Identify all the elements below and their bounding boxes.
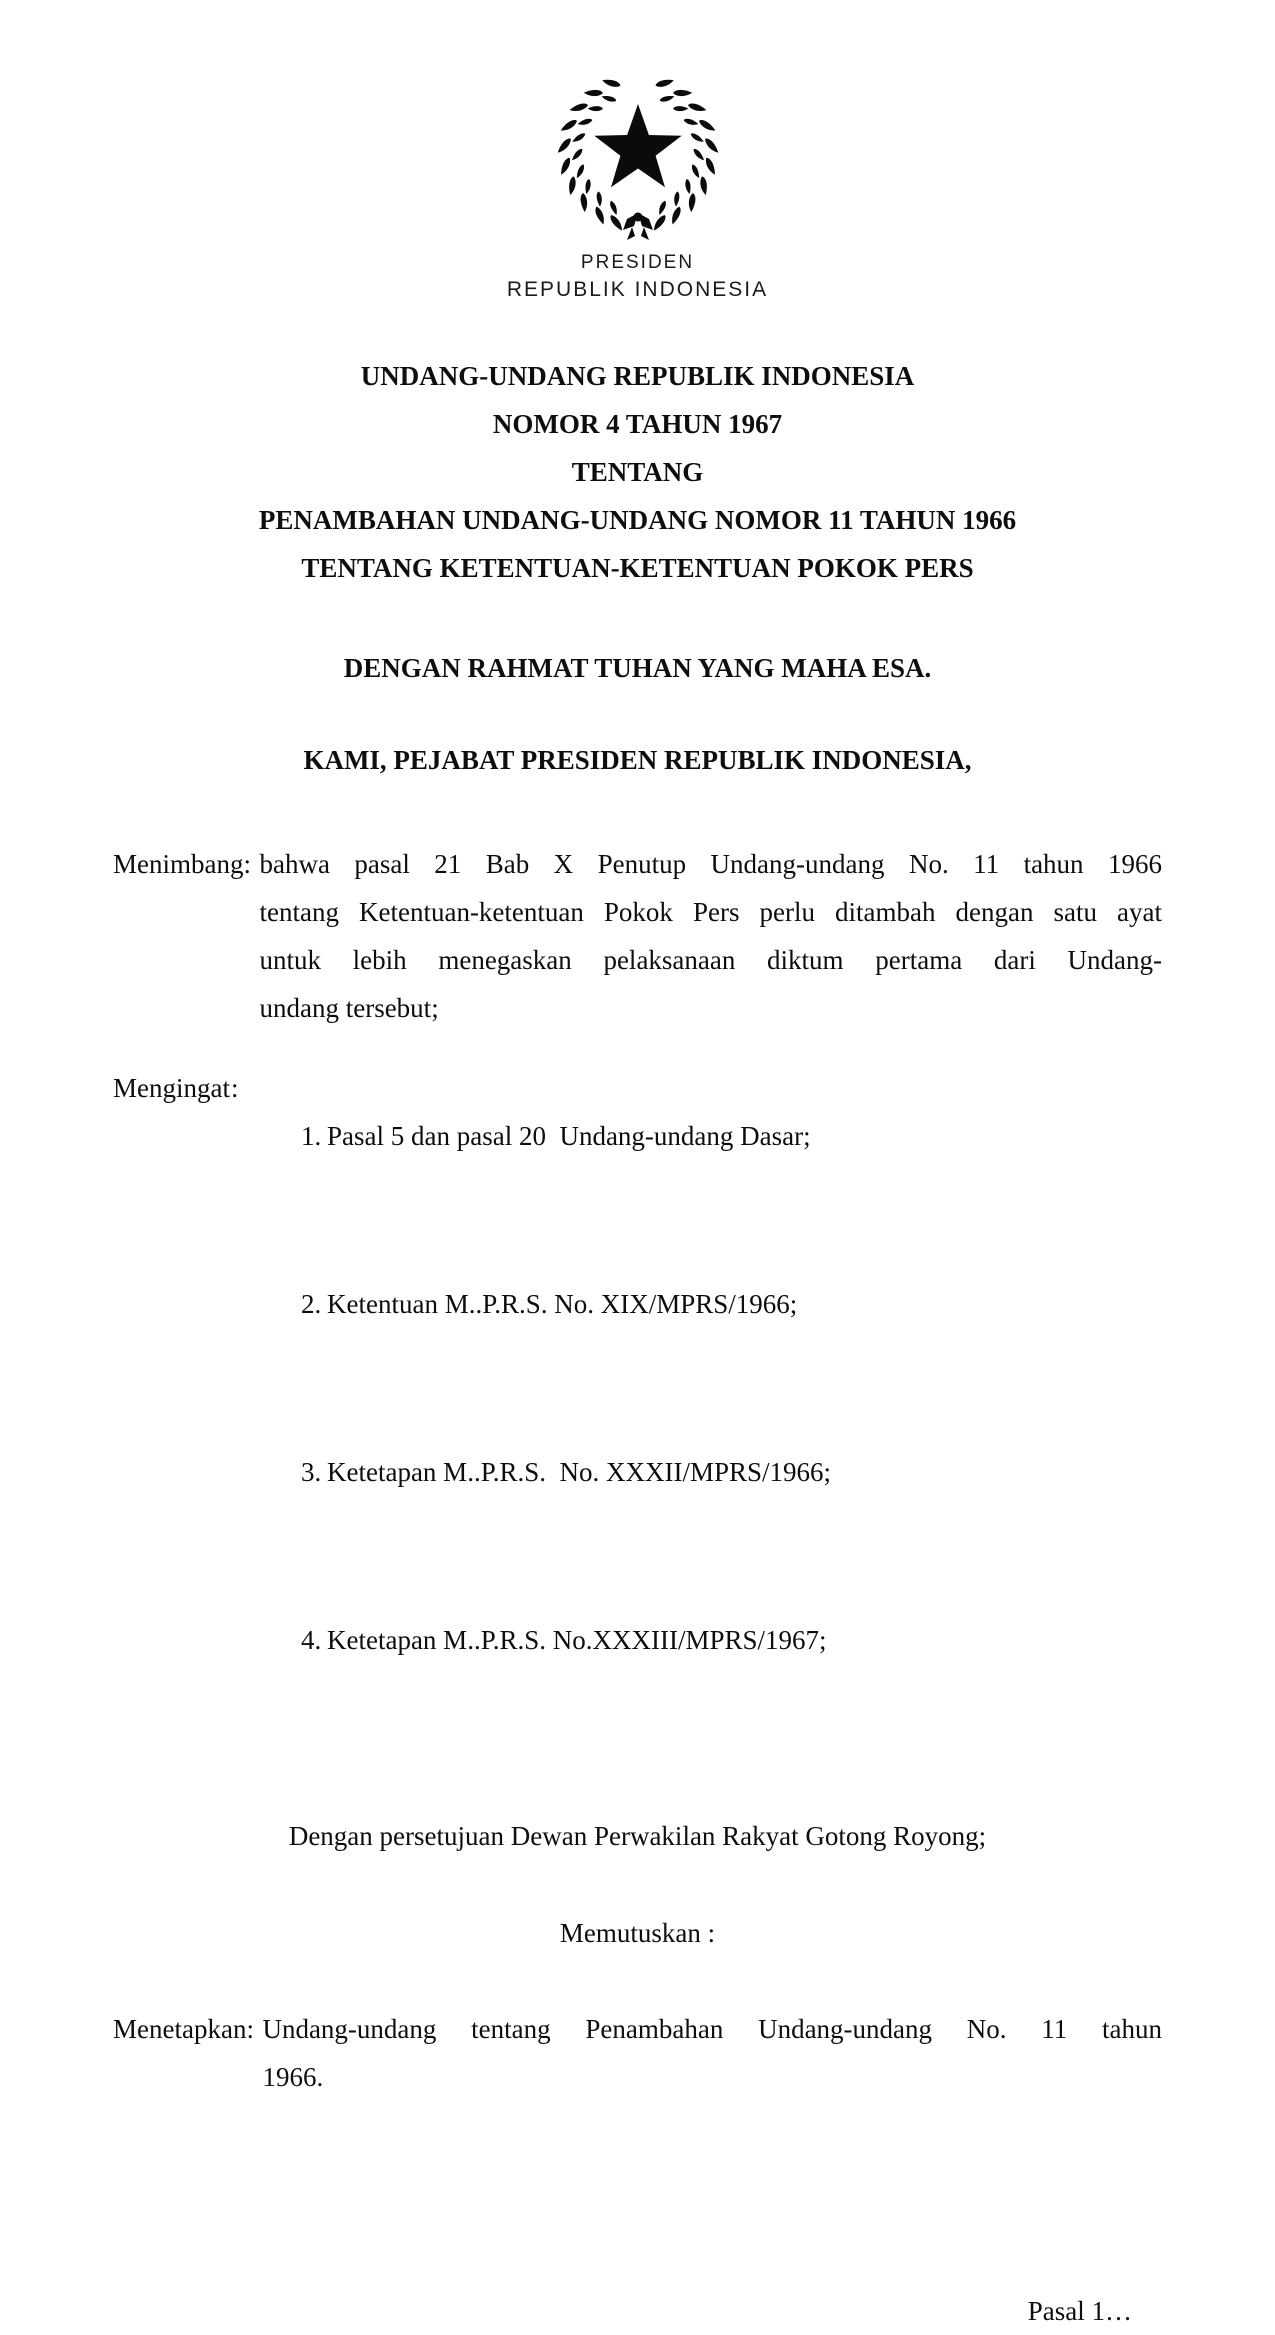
mengingat-colon: :	[231, 1073, 239, 1103]
mengingat-list	[247, 1064, 1162, 1736]
title-line-1: UNDANG-UNDANG REPUBLIK INDONESIA	[360, 361, 915, 391]
menimbang-text-line: undang tersebut;	[259, 993, 439, 1023]
menetapkan-text-line: 1966.	[262, 2062, 324, 2092]
issuer-line: KAMI, PEJABAT PRESIDEN REPUBLIK INDONESIA,	[303, 745, 972, 775]
menetapkan-label: Menetapkan	[113, 2014, 247, 2044]
approval-line: Dengan persetujuan Dewan Perwakilan Rakyat Gotong Royong;	[288, 1821, 987, 1851]
document-page	[113, 64, 1162, 2335]
list-item-number: 2.	[301, 1289, 322, 1319]
list-item	[247, 1400, 1162, 1544]
menetapkan-text	[262, 2005, 1162, 2101]
letterhead-presiden: PRESIDEN	[580, 252, 695, 273]
mengingat-clause	[113, 1064, 1162, 1736]
law-title-block	[113, 352, 1162, 592]
list-item-number: 1.	[301, 1121, 322, 1151]
menetapkan-clause	[113, 2005, 1162, 2101]
list-item-number: 4.	[301, 1625, 322, 1655]
menimbang-text-line: bahwa pasal 21 Bab X Penutup Undang-undang No. 11 tahun 1966	[259, 849, 1162, 879]
list-item	[247, 1064, 1162, 1208]
list-item-text: Ketetapan M..P.R.S. No. XXXII/MPRS/1966;	[327, 1457, 832, 1487]
title-line-5: TENTANG KETENTUAN-KETENTUAN POKOK PERS	[301, 553, 974, 583]
list-item-number: 3.	[301, 1457, 322, 1487]
menimbang-colon: :	[243, 849, 251, 879]
mengingat-label: Mengingat	[113, 1073, 230, 1103]
page-continuation-marker: Pasal 1…	[1027, 2296, 1132, 2326]
title-line-2: NOMOR 4 TAHUN 1967	[492, 409, 783, 439]
menimbang-text-line: untuk lebih menegaskan pelaksanaan diktum pertama dari Undang-	[259, 945, 1162, 975]
list-item-text: Ketentuan M..P.R.S. No. XIX/MPRS/1966;	[327, 1289, 798, 1319]
title-line-3: TENTANG	[571, 457, 704, 487]
list-item	[247, 1232, 1162, 1376]
menimbang-text-line: tentang Ketentuan-ketentuan Pokok Pers perlu ditambah dengan satu ayat	[259, 897, 1162, 927]
invocation-line: DENGAN RAHMAT TUHAN YANG MAHA ESA.	[343, 653, 932, 683]
list-item	[247, 1568, 1162, 1712]
list-item-text: Pasal 5 dan pasal 20 Undang-undang Dasar;	[327, 1121, 811, 1151]
letterhead	[113, 64, 1162, 304]
menimbang-text	[259, 840, 1162, 1032]
wreath-ribbon-bow	[623, 213, 653, 241]
menetapkan-text-line: Undang-undang tentang Penambahan Undang-undang No. 11 tahun	[262, 2014, 1162, 2044]
menetapkan-colon: :	[246, 2014, 254, 2044]
letterhead-republik-indonesia: REPUBLIK INDONESIA	[506, 278, 769, 301]
menimbang-clause	[113, 840, 1162, 1032]
memutuskan-line: Memutuskan :	[559, 1918, 716, 1948]
presidential-star-wreath-emblem-icon	[553, 64, 723, 242]
title-line-4: PENAMBAHAN UNDANG-UNDANG NOMOR 11 TAHUN 1966	[258, 505, 1017, 535]
list-item-text: Ketetapan M..P.R.S. No.XXXIII/MPRS/1967;	[327, 1625, 827, 1655]
menimbang-label: Menimbang	[113, 849, 244, 879]
